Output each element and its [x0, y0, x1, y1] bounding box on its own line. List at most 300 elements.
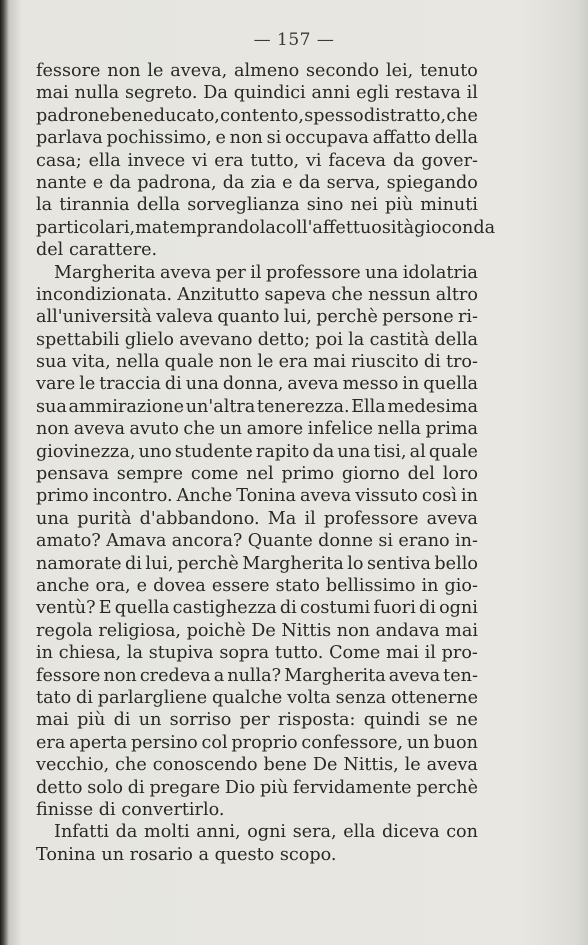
word: che: [115, 755, 147, 776]
word: Quante: [247, 531, 313, 552]
word: confessore,: [301, 732, 404, 753]
word: a: [213, 665, 225, 686]
word: sua: [36, 396, 67, 417]
word: quindici: [233, 83, 306, 104]
word: sentiva: [367, 553, 431, 574]
word: più: [77, 710, 106, 731]
word: con: [446, 822, 478, 843]
word: spettabili: [36, 329, 120, 350]
word: in: [402, 374, 420, 395]
word: contento,: [220, 105, 304, 126]
word: poichè: [186, 620, 246, 641]
word: primo: [36, 486, 89, 507]
word: una: [365, 262, 399, 283]
text-line: [36, 172, 478, 194]
word: valeva: [156, 307, 214, 328]
word: il: [466, 83, 478, 104]
word: quella: [423, 374, 478, 395]
word: persino: [131, 732, 198, 753]
word: gover-: [421, 150, 478, 171]
text-line: [36, 217, 496, 239]
word: occupava: [285, 128, 369, 149]
word: messo: [342, 374, 399, 395]
page-number: — 157 —: [253, 30, 335, 50]
text-line: [36, 127, 478, 149]
word: Come: [329, 643, 381, 664]
word: distratto,: [363, 105, 447, 126]
word: stupiva: [148, 643, 214, 664]
word: la: [126, 643, 143, 664]
word: segreto.: [124, 83, 198, 104]
word: tutto.: [274, 643, 324, 664]
word: un: [406, 732, 430, 753]
word: più: [384, 195, 414, 216]
word: ogni: [439, 598, 478, 619]
word: vissuto: [355, 486, 418, 507]
text-line: [36, 597, 478, 619]
word: molti: [144, 822, 190, 843]
word: d'abbandono.: [139, 508, 260, 529]
word: e: [215, 128, 226, 149]
word: bello: [434, 553, 478, 574]
word: il: [424, 643, 436, 664]
word: coll'affettuosità: [275, 217, 415, 238]
word: Anzitutto: [177, 284, 260, 305]
text-line: [36, 777, 478, 799]
word: namorate: [36, 553, 122, 574]
text-line: [36, 150, 478, 172]
word: di: [76, 687, 93, 708]
word: ben: [110, 105, 144, 126]
word: quanto: [217, 307, 280, 328]
word: faceva: [328, 150, 387, 171]
word: lui,: [283, 307, 312, 328]
text-line: [36, 485, 478, 507]
word: parlargliene: [97, 687, 208, 708]
word: Margherita: [284, 665, 386, 686]
text-line: [36, 732, 478, 754]
word: incondizionata.: [36, 284, 173, 305]
word: nulla?: [227, 665, 282, 686]
word: aveva: [426, 755, 478, 776]
word: padrone: [36, 105, 110, 126]
word: e: [136, 575, 148, 596]
text-line: [36, 821, 478, 843]
word: persone: [382, 307, 454, 328]
word: convertirlo.: [121, 799, 225, 820]
text-line: [36, 754, 478, 776]
word: affatto: [372, 128, 431, 149]
word: bene: [263, 755, 307, 776]
word: Nittis,: [343, 755, 399, 776]
word: di: [164, 374, 182, 395]
word: egli: [356, 83, 390, 104]
word: mai: [36, 83, 69, 104]
word: serva,: [326, 172, 381, 193]
word: la: [348, 329, 365, 350]
word: sera,: [292, 822, 337, 843]
word: in: [460, 486, 478, 507]
word: carattere.: [68, 240, 158, 261]
word: da: [109, 172, 132, 193]
word: della: [434, 128, 478, 149]
text-line: [36, 642, 478, 664]
text-line: [36, 418, 478, 440]
word: padrona,: [137, 172, 217, 193]
word: conoscendo: [152, 755, 258, 776]
word: donne: [318, 531, 374, 552]
word: lei,: [385, 61, 414, 81]
word: sorriso: [169, 710, 232, 731]
word: altro: [435, 284, 478, 305]
word: ammirazione: [68, 396, 185, 417]
word: da: [392, 150, 415, 171]
word: una: [185, 374, 219, 395]
word: vi: [191, 150, 208, 171]
word: gio-: [444, 575, 478, 596]
word: di: [113, 710, 131, 731]
word: educato,: [143, 105, 220, 126]
word: sempre: [116, 464, 184, 485]
word: all'università: [36, 307, 152, 328]
word: chiesa,: [58, 643, 122, 664]
text-line: [36, 262, 478, 284]
word: che: [331, 284, 363, 305]
word: giovinezza,: [36, 441, 136, 462]
word: non: [36, 419, 70, 440]
word: come: [190, 464, 239, 485]
word: infelice: [307, 419, 374, 440]
word: loro: [442, 464, 478, 485]
word: ella: [88, 150, 121, 171]
word: fessore: [36, 61, 101, 81]
word: Dio: [224, 777, 256, 798]
word: nei: [350, 195, 378, 216]
text-line: [36, 687, 478, 709]
word: si: [266, 128, 282, 149]
word: da: [222, 172, 245, 193]
word: nulla: [74, 83, 120, 104]
word: spiegando: [386, 172, 478, 193]
word: della: [136, 195, 181, 216]
word: diceva: [382, 822, 440, 843]
word: primo: [281, 464, 335, 485]
word: aveva: [287, 374, 339, 395]
word: amato?: [36, 531, 101, 552]
word: non: [229, 128, 263, 149]
word: di: [127, 777, 145, 798]
word: studente: [174, 441, 253, 462]
word: in-: [455, 531, 478, 552]
word: ogni: [247, 822, 287, 843]
word: aveva: [426, 508, 478, 529]
word: non: [107, 61, 141, 81]
word: di: [98, 799, 116, 820]
word: purità: [77, 508, 132, 529]
word: scopo.: [279, 844, 337, 865]
word: sapeva: [264, 284, 327, 305]
word: riuscito: [351, 352, 419, 373]
word: Tonina: [36, 844, 96, 865]
word: di: [279, 598, 297, 619]
word: qualche: [211, 687, 283, 708]
word: rosario: [129, 844, 193, 865]
word: sua: [36, 352, 67, 373]
word: il: [304, 508, 316, 529]
text-line: [36, 508, 478, 530]
word: restava: [394, 83, 461, 104]
word: prima: [425, 419, 478, 440]
word: ne: [456, 710, 478, 731]
word: poi: [315, 329, 343, 350]
word: ottenerne: [390, 687, 478, 708]
word: dovea: [153, 575, 206, 596]
word: pochissimo,: [106, 128, 212, 149]
word: da: [312, 441, 335, 462]
text-line: [36, 530, 478, 552]
word: ventù?: [36, 598, 96, 619]
word: per: [239, 710, 270, 731]
word: Ella: [351, 396, 386, 417]
word: idolatria: [402, 262, 478, 283]
word: del: [36, 240, 64, 261]
word: tutto,: [250, 150, 300, 171]
word: aveva: [300, 486, 352, 507]
word: pregare: [149, 777, 221, 798]
word: da: [298, 172, 321, 193]
word: stato: [275, 575, 320, 596]
word: donna,: [222, 374, 284, 395]
text-line: [36, 351, 478, 373]
word: amore: [246, 419, 304, 440]
word: le: [79, 374, 96, 395]
word: spesso: [304, 105, 364, 126]
text-line: [36, 60, 478, 82]
text-line: [36, 239, 478, 261]
word: le: [147, 61, 164, 81]
word: Anche: [176, 486, 233, 507]
text-line: [36, 82, 478, 104]
text-line: [36, 105, 478, 127]
word: almeno: [234, 61, 300, 81]
word: il: [250, 262, 262, 283]
word: erano: [398, 531, 450, 552]
word: non: [103, 665, 137, 686]
word: perchè: [416, 777, 478, 798]
word: e: [282, 172, 293, 193]
word: da: [115, 822, 138, 843]
word: quale: [428, 441, 478, 462]
word: tro-: [445, 352, 478, 373]
word: finisse: [36, 799, 94, 820]
word: De: [251, 620, 276, 641]
word: vecchio,: [36, 755, 110, 776]
word: anni,: [196, 822, 241, 843]
word: anche: [36, 575, 90, 596]
word: una: [36, 508, 70, 529]
word: tisi,: [373, 441, 407, 462]
word: era: [214, 150, 244, 171]
word: col: [201, 732, 228, 753]
body-text: [36, 60, 496, 866]
text-line: [36, 665, 478, 687]
word: quale: [164, 352, 214, 373]
word: parlava: [36, 128, 103, 149]
word: la: [36, 195, 53, 216]
word: vita,: [72, 352, 111, 373]
word: quella: [114, 598, 170, 619]
text-line: [36, 620, 478, 642]
word: solo: [87, 777, 124, 798]
word: incontro.: [92, 486, 173, 507]
word: particolari,: [36, 217, 136, 238]
word: nessun: [368, 284, 431, 305]
word: tirannia: [59, 195, 130, 216]
word: tato: [36, 687, 72, 708]
word: a: [198, 844, 209, 865]
word: professore: [323, 508, 419, 529]
word: De: [312, 755, 338, 776]
word: mai: [386, 643, 419, 664]
word: del: [407, 464, 435, 485]
text-line: [36, 396, 478, 418]
word: detto;: [257, 329, 311, 350]
word: e: [92, 172, 104, 193]
word: perchè: [177, 553, 239, 574]
word: era: [278, 352, 308, 373]
word: minuti: [420, 195, 478, 216]
word: aveva: [73, 419, 126, 440]
word: castighezza: [172, 598, 277, 619]
word: Tonina: [236, 486, 297, 507]
text-line: [36, 463, 478, 485]
word: aveva: [388, 665, 441, 686]
word: gioconda: [414, 217, 496, 238]
word: un: [138, 710, 162, 731]
text-line: [36, 799, 478, 821]
word: nante: [36, 172, 87, 193]
word: vi: [305, 150, 322, 171]
word: medesima: [387, 396, 478, 417]
text-line: [36, 553, 478, 575]
word: avuto: [129, 419, 179, 440]
word: giorno: [341, 464, 400, 485]
word: nella: [115, 352, 160, 373]
word: un: [101, 844, 125, 865]
word: tenerezza.: [256, 396, 350, 417]
word: in: [421, 575, 439, 596]
text-line: [36, 284, 478, 306]
word: un'altra: [185, 396, 256, 417]
word: rapito: [255, 441, 310, 462]
word: perchè: [316, 307, 378, 328]
word: di: [124, 553, 142, 574]
word: pensava: [36, 464, 109, 485]
word: più: [259, 777, 289, 798]
word: per: [215, 262, 246, 283]
word: aveva: [159, 262, 212, 283]
word: castità: [369, 329, 430, 350]
word: credeva: [139, 665, 211, 686]
word: si: [378, 531, 394, 552]
text-line: [36, 441, 478, 463]
word: ten-: [443, 665, 478, 686]
word: mai: [445, 620, 478, 641]
text-line: [36, 844, 478, 866]
word: proprio: [231, 732, 298, 753]
word: le: [404, 755, 421, 776]
word: traccia: [99, 374, 161, 395]
word: Margherita: [242, 553, 344, 574]
word: Nittis: [281, 620, 332, 641]
word: non: [336, 620, 370, 641]
word: costumi: [299, 598, 371, 619]
word: senza: [335, 687, 387, 708]
word: lui,: [145, 553, 174, 574]
word: una: [337, 441, 371, 462]
word: che: [183, 419, 215, 440]
word: della: [434, 329, 478, 350]
word: detto: [36, 777, 83, 798]
word: religiosa,: [98, 620, 182, 641]
word: un: [219, 419, 243, 440]
word: E: [98, 598, 112, 619]
word: sino: [306, 195, 344, 216]
word: volta: [287, 687, 331, 708]
text-line: [36, 575, 478, 597]
word: andava: [375, 620, 440, 641]
word: lo: [347, 553, 364, 574]
word: glielo: [124, 329, 174, 350]
word: sopra: [219, 643, 270, 664]
word: Margherita: [54, 262, 156, 283]
text-line: [36, 194, 478, 216]
word: anni: [311, 83, 351, 104]
word: nel: [246, 464, 274, 485]
word: così: [421, 486, 457, 507]
word: se: [428, 710, 448, 731]
word: casa;: [36, 150, 82, 171]
word: ella: [343, 822, 376, 843]
word: uno: [138, 441, 172, 462]
word: di: [419, 598, 436, 619]
word: pro-: [441, 643, 478, 664]
word: regola: [36, 620, 93, 641]
word: Da: [203, 83, 228, 104]
word: Ma: [267, 508, 297, 529]
word: ri-: [457, 307, 478, 328]
word: fervidamente: [292, 777, 412, 798]
word: sorveglianza: [187, 195, 300, 216]
word: che: [446, 105, 478, 126]
word: nella: [377, 419, 422, 440]
text-line: [36, 306, 478, 328]
word: non: [218, 352, 253, 373]
word: avevano: [179, 329, 253, 350]
word: tenuto: [420, 61, 478, 81]
word: ma: [135, 217, 163, 238]
text-line: [36, 709, 478, 731]
word: Amava: [106, 531, 167, 552]
word: era: [36, 732, 66, 753]
word: aperta: [69, 732, 128, 753]
word: ancora?: [171, 531, 243, 552]
word: buon: [433, 732, 478, 753]
word: essere: [211, 575, 270, 596]
word: temprandola: [162, 217, 276, 238]
word: questo: [214, 844, 275, 865]
word: aveva,: [170, 61, 228, 81]
